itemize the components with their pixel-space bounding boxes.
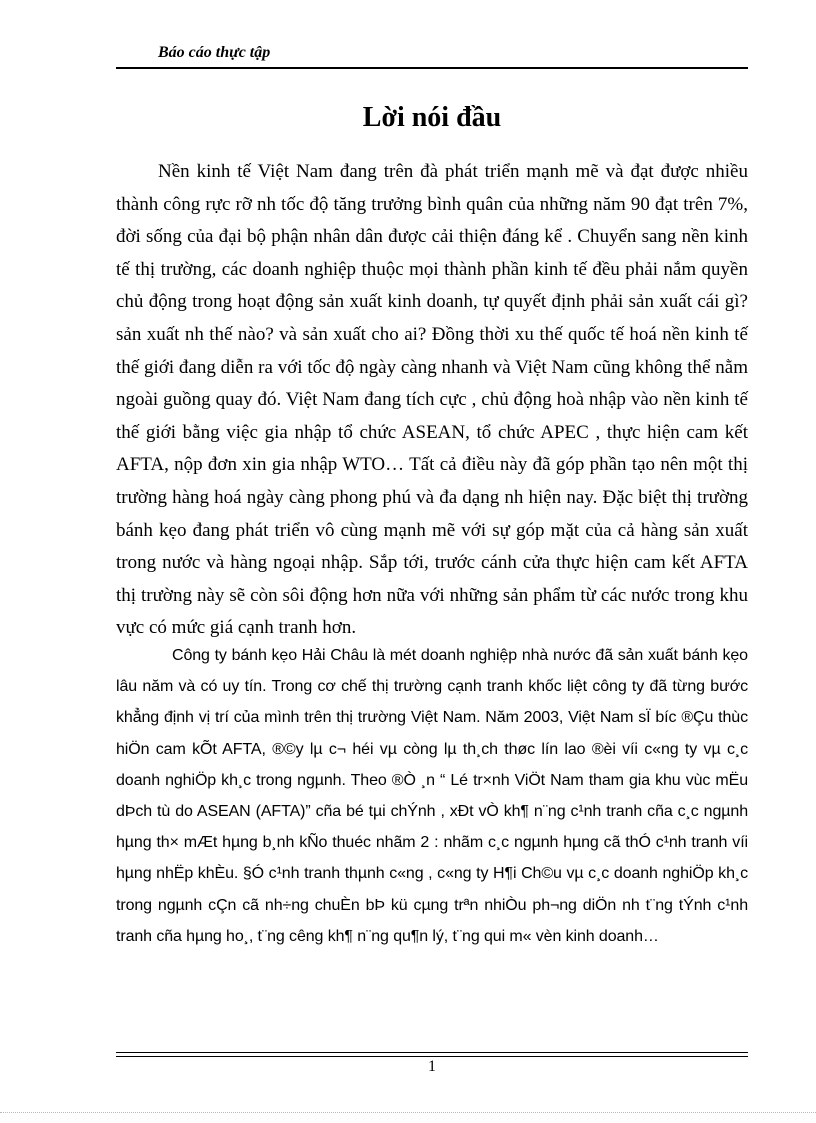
paragraph-company: Công ty bánh kẹo Hải Châu là mét doanh nghiệp nhà nước đã sản xuất bánh kẹo lâu năm và có uy tín. Trong cơ chế thị trường cạnh tranh khốc liệt công ty đã từng bước khẳng định vị trí của mình trên thị trường Việt Nam. Năm 2003, Việt Nam sÏ bíc ®Çu thùc hiÖn cam kÕt AFTA, ®©y lµ c¬ héi vµ còng lµ th¸ch thøc lín lao ®èi víi c«ng ty vµ c¸c doanh nghiÖp kh¸c trong ngµnh. Theo ®Ò ¸n “ Lé tr×nh ViÖt Nam tham gia khu vùc mËu dÞch tù do ASEAN (AFTA)” cña bé tµi chÝnh , xÐt vÒ kh¶ n¨ng c¹nh tranh cña c¸c ngµnh hµng th× mÆt hµng b¸nh kÑo thuéc nhãm 2 : nhãm c¸c ngµnh hµng cã thÓ c¹nh tranh víi hµng nhËp khÈu. §Ó c¹nh tranh thµnh c«ng , c«ng ty H¶i Ch©u vµ c¸c doanh nghiÖp kh¸c trong ngµnh cÇn cã nh÷ng chuÈn bÞ kü cµng trªn nhiÒu ph¬ng diÖn nh t¨ng tÝnh c¹nh tranh cña hµng ho¸, t¨ng cêng kh¶ n¨ng qu¶n lý, t¨ng qui m« vèn kinh doanh…: [116, 647, 748, 945]
footer-divider: [116, 1052, 748, 1057]
paragraph-intro: Nền kinh tế Việt Nam đang trên đà phát triển mạnh mẽ và đạt được nhiều thành công rực rỡ nh tốc độ tăng trưởng bình quân của những năm 90 đạt trên 7%, đời sống của đại bộ phận nhân dân được cải thiện đáng kể . Chuyển sang nền kinh tế thị trường, các doanh nghiệp thuộc mọi thành phần kinh tế đều phải nắm quyền chủ động trong hoạt động sản xuất kinh doanh, tự quyết định phải sản xuất cái gì? sản xuất nh thế nào? và sản xuất cho ai? Đồng thời xu thế quốc tế hoá nền kinh tế thế giới đang diễn ra với tốc độ ngày càng nhanh và Việt Nam cũng không thể nằm ngoài guồng quay đó. Việt Nam đang tích cực , chủ động hoà nhập vào nền kinh tế thế giới bằng việc gia nhập tổ chức ASEAN, tổ chức APEC , thực hiện cam kết AFTA, nộp đơn xin gia nhập WTO… Tất cả điều này đã góp phần tạo nên một thị trường hàng hoá ngày càng phong phú và đa dạng nh hiện nay. Đặc biệt thị trường bánh kẹo đang phát triển vô cùng mạnh mẽ với sự góp mặt của cả hàng sản xuất trong nước và hàng ngoại nhập. Sắp tới, trước cánh cửa thực hiện cam kết AFTA thị trường này sẽ còn sôi động hơn nữa với những sản phẩm từ các nước trong khu vực có mức giá cạnh tranh hơn.: [116, 161, 748, 639]
page-number: 1: [428, 1058, 436, 1075]
header-divider: [116, 67, 748, 69]
running-header: Báo cáo thực tập: [158, 44, 271, 61]
page-edge-dotted-line: [0, 1112, 816, 1113]
document-title: Lời nói đầu: [362, 102, 502, 133]
